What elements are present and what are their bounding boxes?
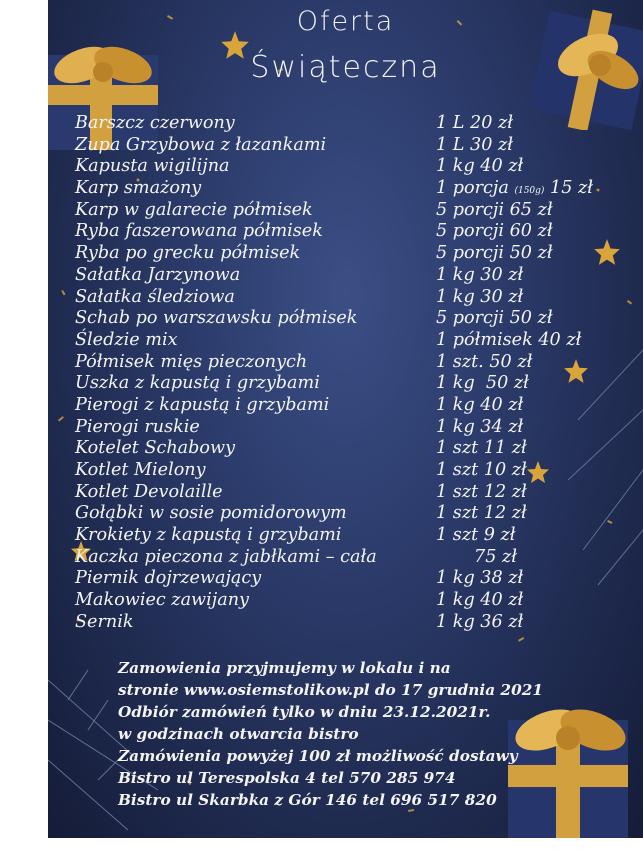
item-price: 1 L 30 zł [436,134,514,155]
item-name: Pierogi ruskie [75,416,200,437]
item-name: Piernik dojrzewający [75,568,262,589]
item-price: 5 porcji 65 zł [436,199,553,220]
menu-item [75,482,635,504]
menu-item [75,395,635,417]
menu-item [75,503,635,525]
item-price: 1 kg 40 zł [436,394,524,415]
item-price: 1 kg 40 zł [436,590,524,611]
item-name: Uszka z kapustą i grzybami [75,373,320,394]
price-prefix: 1 porcja [436,178,509,199]
item-name: Makowiec zawijany [75,590,249,611]
item-price: 1 L 20 zł [436,113,514,133]
item-price: 1 szt 12 zł [436,503,527,524]
menu-item [75,178,635,200]
poster [48,0,643,838]
item-name: Półmisek mięs pieczonych [75,351,308,372]
item-name: Śledzie mix [75,329,178,350]
item-name: Kaczka pieczona z jabłkami – cała [75,546,377,567]
item-price: 1 szt 12 zł [436,481,527,502]
item-name: Kotlet Mielony [75,460,206,480]
item-price: 1 szt 11 zł [436,438,527,459]
item-name: Sałatka śledziowa [75,286,235,307]
title-line1: Oferta [296,6,395,37]
title-line2: Świąteczna [250,50,441,85]
item-price: 1 kg 50 zł [436,373,529,394]
item-price: 1 kg 36 zł [436,611,524,632]
item-price: 1 szt 10 zł [436,460,527,480]
item-name: Karp w galarecie półmisek [75,199,313,220]
menu-item [75,135,635,157]
item-price: 1 kg 38 zł [436,568,524,589]
menu-item [75,352,635,374]
item-name: Zupa Grzybowa z łazankami [75,134,327,155]
menu-item [75,330,635,352]
menu-item [75,265,635,287]
item-price: 5 porcji 50 zł [436,308,553,329]
item-name: Kotelet Schabowy [75,438,236,459]
menu-item [75,525,635,547]
item-price: 1 półmisek 40 zł [436,329,582,350]
menu-item [75,590,635,612]
menu-item [75,568,635,590]
item-name: Pierogi z kapustą i grzybami [75,394,330,415]
item-name: Sernik [75,611,134,632]
item-price: 1 kg 30 zł [436,264,524,285]
item-name: Barszcz czerwony [75,113,235,133]
menu-item [75,438,635,460]
item-name: Ryba faszerowana półmisek [75,221,323,242]
item-name: Kotlet Devolaille [75,481,223,502]
menu-item [75,547,635,569]
menu-item [75,221,635,243]
item-price: 1 szt. 50 zł [436,351,533,372]
item-name: Kapusta wigilijna [75,156,230,177]
item-price: 75 zł [474,546,517,567]
info-line: w godzinach otwarcia bistro [118,725,359,743]
info-line: Bistro ul Skarbka z Gór 146 tel 696 517 820 [118,791,497,809]
item-price: 1 kg 34 zł [436,416,524,437]
item-name: Gołąbki w sosie pomidorowym [75,503,347,524]
info-line: stronie www.osiemstolikow.pl do 17 grudnia 2021 [118,681,544,699]
menu-item [75,308,635,330]
order-info [118,657,638,811]
menu-item [75,287,635,309]
info-line: Zamowienia przyjmujemy w lokalu i na [118,659,451,677]
info-line: Bistro ul Terespolska 4 tel 570 285 974 [118,769,456,787]
menu-item [75,200,635,222]
menu-item [75,460,635,482]
item-name: Ryba po grecku półmisek [75,243,301,264]
item-name: Krokiety z kapustą i grzybami [75,525,342,546]
price-suffix: 15 zł [550,178,593,199]
menu-list [75,113,635,634]
item-name: Schab po warszawsku półmisek [75,308,358,329]
menu-item [75,373,635,395]
price-note: (150g) [514,186,545,197]
item-price: 5 porcji 50 zł [436,243,553,264]
item-price: 1 kg 40 zł [436,156,524,177]
item-price: 5 porcji 60 zł [436,221,553,242]
item-name: Sałatka Jarzynowa [75,264,241,285]
item-price: 1 kg 30 zł [436,286,524,307]
menu-item [75,113,635,135]
info-line: Zamówienia powyżej 100 zł możliwość dostawy [118,747,518,765]
menu-item [75,243,635,265]
item-price: 1 szt 9 zł [436,525,516,546]
item-name: Karp smażony [75,178,202,199]
menu-item [75,156,635,178]
info-line: Odbiór zamówień tylko w dniu 23.12.2021r. [118,703,491,721]
menu-item [75,612,635,634]
menu-item [75,417,635,439]
